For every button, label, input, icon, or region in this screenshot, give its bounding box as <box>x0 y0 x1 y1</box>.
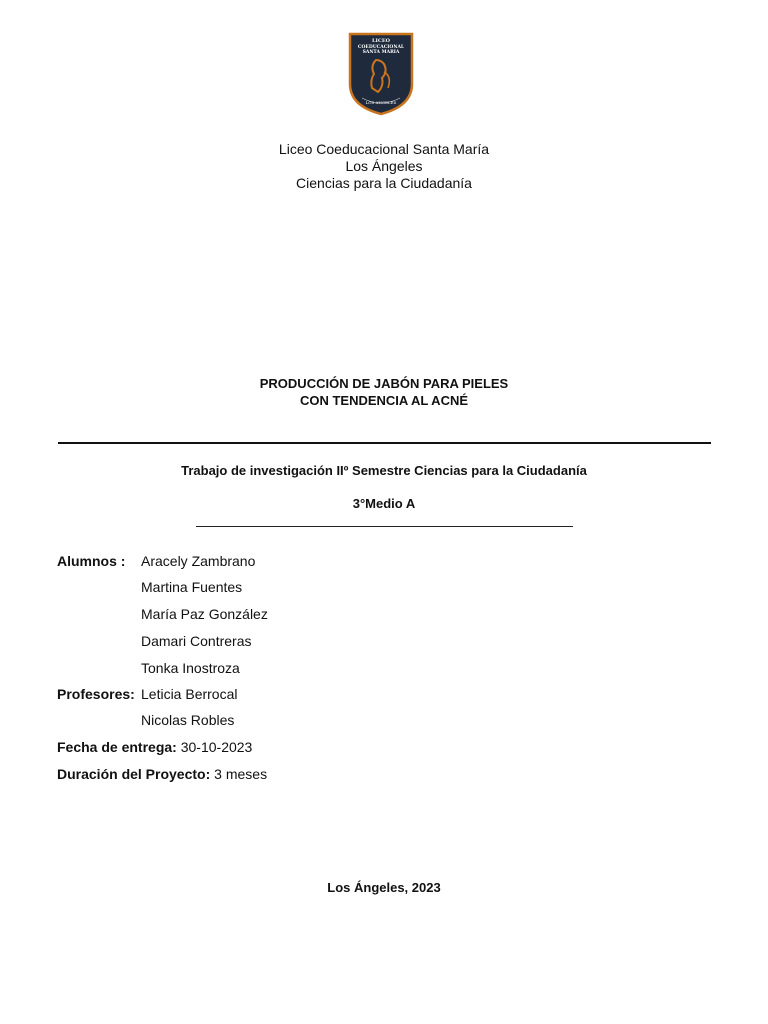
students-label: Alumnos : <box>57 553 126 569</box>
delivery-date-value: 30-10-2023 <box>180 739 253 755</box>
school-name: Liceo Coeducacional Santa María <box>278 141 490 157</box>
svg-text:LICEO: LICEO <box>371 38 391 44</box>
teacher-name: Leticia Berrocal <box>141 686 238 702</box>
student-name: Damari Contreras <box>141 633 252 649</box>
course-label: 3°Medio A <box>352 496 416 511</box>
delivery-date-label: Fecha de entrega: <box>57 739 177 755</box>
duration-label: Duración del Proyecto: <box>57 766 211 782</box>
school-crest-logo <box>348 32 414 116</box>
teachers-label: Profesores: <box>57 686 135 702</box>
title-line-2: CON TENDENCIA AL ACNÉ <box>299 393 469 408</box>
document-title <box>0 375 768 409</box>
svg-text:SANTA MARIA: SANTA MARIA <box>362 50 400 55</box>
student-name: María Paz González <box>141 606 268 622</box>
title-divider <box>58 442 711 444</box>
title-line-1: PRODUCCIÓN DE JABÓN PARA PIELES <box>259 376 509 391</box>
course-underline <box>196 526 573 527</box>
document-subtitle: Trabajo de investigación IIº Semestre Ciencias para la Ciudadanía <box>181 463 587 478</box>
students-label-row <box>57 553 125 570</box>
svg-text:COEDUCACIONAL: COEDUCACIONAL <box>357 45 405 50</box>
delivery-date-row <box>57 739 252 756</box>
footer-place-year: Los Ángeles, 2023 <box>327 880 441 895</box>
student-name: Aracely Zambrano <box>141 553 256 569</box>
school-city: Los Ángeles <box>345 158 423 174</box>
student-name: Martina Fuentes <box>141 579 243 595</box>
school-subject: Ciencias para la Ciudadanía <box>296 175 472 191</box>
teachers-label-row <box>57 686 135 703</box>
teacher-name: Nicolas Robles <box>141 712 235 728</box>
svg-text:LOS ANGELES: LOS ANGELES <box>365 100 397 105</box>
duration-row <box>57 766 267 783</box>
duration-value: 3 meses <box>214 766 268 782</box>
school-header <box>0 141 768 192</box>
student-name: Tonka Inostroza <box>141 660 240 676</box>
